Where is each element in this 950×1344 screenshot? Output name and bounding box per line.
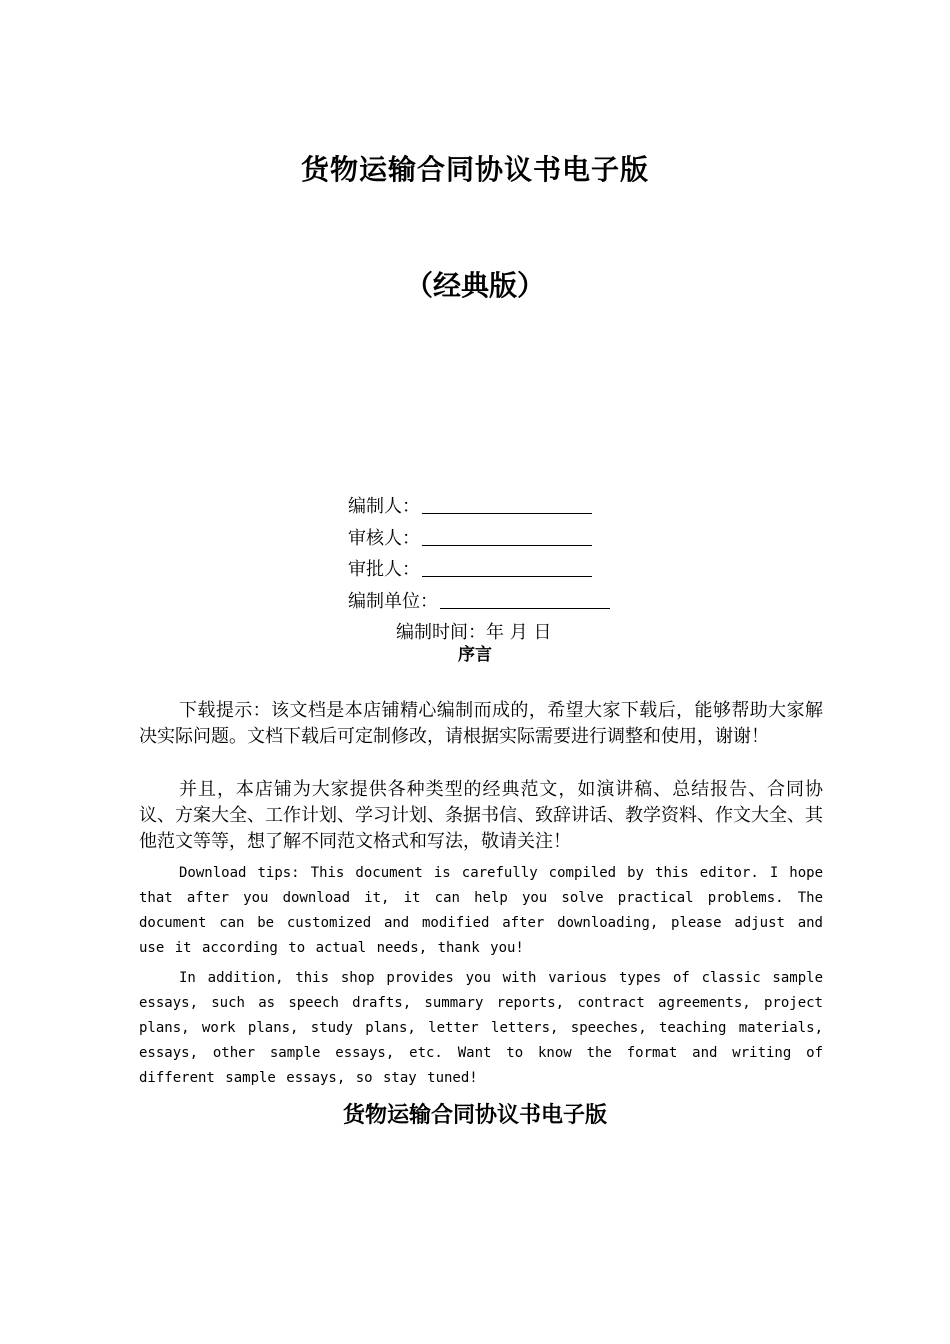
approver-blank-line [422, 560, 592, 577]
reviewer-field [348, 524, 592, 550]
compiler-label: 编制人： [348, 496, 420, 517]
compiler-blank-line [422, 497, 592, 514]
document-title: 货物运输合同协议书电子版 [300, 153, 649, 186]
preface-heading: 序言 [458, 645, 492, 665]
approver-label: 审批人： [348, 559, 420, 580]
preface-zh-paragraph-1: 下载提示：该文档是本店铺精心编制而成的，希望大家下载后，能够帮助大家解决实际问题。文档下载后可定制修改，请根据实际需要进行调整和使用，谢谢！ [139, 700, 823, 747]
unit-label: 编制单位： [348, 591, 438, 612]
preface-en-paragraph-1: Download tips: This document is carefully compiled by this editor. I hope that after you download it, it can help you solve practical problems. The document can be customized and modified after downloading, please adjust and use it according to actual needs, thank you! [139, 865, 823, 956]
approver-field [348, 555, 592, 581]
reviewer-label: 审核人： [348, 528, 420, 549]
body-title: 货物运输合同协议书电子版 [342, 1102, 607, 1128]
preface-zh-paragraph-2: 并且，本店铺为大家提供各种类型的经典范文，如演讲稿、总结报告、合同协议、方案大全、工作计划、学习计划、条据书信、致辞讲话、教学资料、作文大全、其他范文等等，想了解不同范文格式和写法，敬请关注！ [139, 779, 823, 852]
unit-blank-line [440, 592, 610, 609]
compiler-field [348, 492, 592, 518]
document-subtitle: （经典版） [404, 269, 545, 302]
date-label: 编制时间：年 月 日 [396, 622, 552, 643]
unit-field [348, 587, 610, 613]
reviewer-blank-line [422, 529, 592, 546]
preface-en-paragraph-2: In addition, this shop provides you with various types of classic sample essays, such as speech drafts, summary reports, contract agreements, project plans, work plans, study plans, letter letters, speeches, teaching materials, essays, other sample essays, etc. Want to know the format and writing of different sample essays, so stay tuned! [139, 970, 823, 1086]
